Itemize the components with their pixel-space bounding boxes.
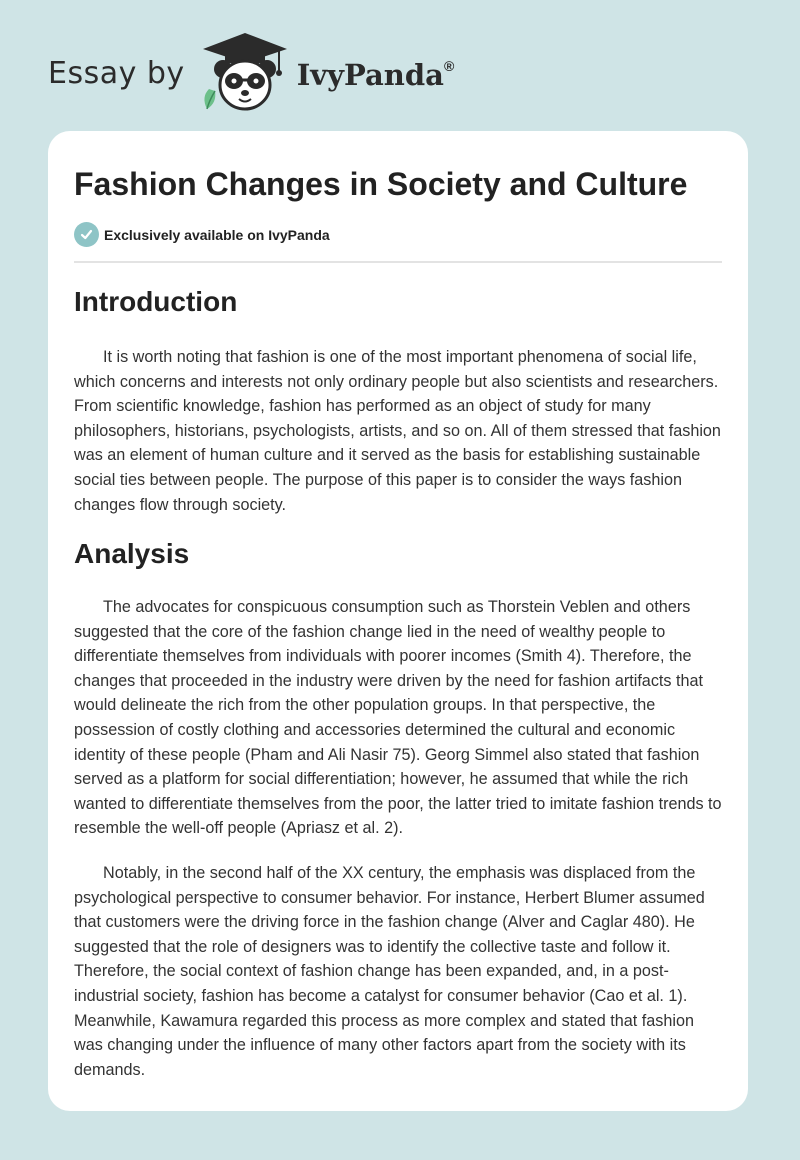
paragraph: It is worth noting that fashion is one of the most important phenomena of social life, which concerns and interests not only ordinary people but also scientists and researchers. From scientific knowledge, fashion has performed as an object of study for many philosophers, historians, psychologists, artists, and so on. All of them stressed that fashion was an element of human culture and it served as the basis for establishing sustainable social ties between people. The purpose of this paper is to consider the ways fashion changes flow through society. <box>74 348 721 514</box>
exclusive-label: Exclusively available on IvyPanda <box>104 226 330 243</box>
site-header <box>48 28 454 118</box>
checkmark-icon <box>74 222 99 247</box>
section-heading-analysis: Analysis <box>74 538 190 569</box>
essay-by-label: Essay by <box>48 55 185 91</box>
exclusive-badge <box>74 222 330 247</box>
paragraph: The advocates for conspicuous consumption such as Thorstein Veblen and others suggested that the core of the fashion change lied in the need of wealthy people to differentiate themselves from individuals with poorer incomes (Smith 4). Therefore, the changes that proceeded in the industry were driven by the need for fashion artifacts that would delineate the rich from the other population groups. In that perspective, the possession of costly clothing and accessories determined the cultural and economic identity of these people (Pham and Ali Nasir 75). Georg Simmel also stated that fashion served as a platform for social differentiation; however, he assumed that while the rich wanted to differentiate themselves from the poor, the latter tried to imitate fashion trends to resemble the well-off people (Apriasz et al. 2). <box>74 598 722 838</box>
paragraph: Notably, in the second half of the XX century, the emphasis was displaced from the psychological perspective to consumer behavior. For instance, Herbert Blumer assumed that customers were the driving force in the fashion change (Alver and Caglar 480). He suggested that the role of designers was to identify the collective taste and follow it. Therefore, the social context of fashion change has been expanded, and, in a post-industrial society, fashion has become a catalyst for consumer behavior (Cao et al. 1). Meanwhile, Kawamura regarded this process as more complex and stated that fashion was changing under the influence of many other factors apart from the society with its demands. <box>74 864 705 1079</box>
section-heading-introduction: Introduction <box>74 286 238 317</box>
registered-mark: ® <box>443 58 455 74</box>
brand-name[interactable]: IvyPanda® <box>296 58 455 92</box>
essay-card <box>48 131 748 1111</box>
title-divider <box>74 261 722 263</box>
page-title: Fashion Changes in Society and Culture <box>74 166 688 202</box>
panda-graduate-logo-icon[interactable] <box>199 31 291 115</box>
